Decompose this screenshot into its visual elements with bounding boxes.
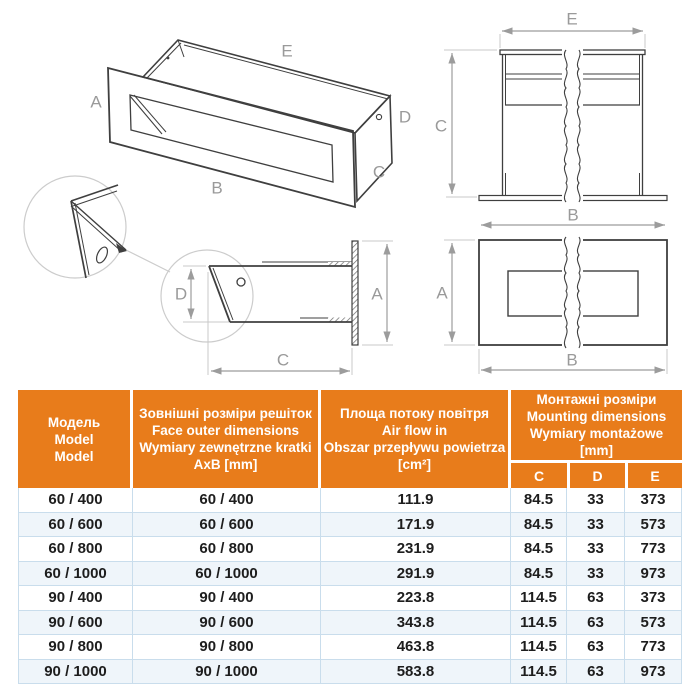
table-cell: 90 / 1000 bbox=[133, 660, 321, 684]
header-line: Model bbox=[54, 431, 94, 447]
table-cell: 773 bbox=[640, 638, 666, 656]
dim-label-isometric-C: C bbox=[372, 162, 386, 182]
dim-label-isometric-B: B bbox=[211, 178, 223, 198]
table-cell: 60 / 400 bbox=[133, 488, 321, 512]
table-row bbox=[19, 611, 681, 636]
header-line: Mounting dimensions bbox=[526, 409, 667, 424]
dim-label-front-A: A bbox=[436, 283, 448, 303]
table-cell: 90 / 600 bbox=[133, 611, 321, 635]
table-cell: 63 bbox=[567, 611, 625, 635]
front-view bbox=[444, 236, 667, 374]
table-cell: 373 bbox=[640, 589, 666, 607]
col-header-model bbox=[18, 390, 133, 488]
table-row bbox=[19, 660, 681, 685]
table-cell: 90 / 1000 bbox=[19, 660, 133, 684]
col-header-airflow bbox=[321, 390, 511, 488]
subcol-header-c: C bbox=[511, 463, 567, 488]
spec-table bbox=[18, 390, 682, 684]
table-cell: 63 bbox=[567, 586, 625, 610]
header-line: [cm²] bbox=[398, 457, 431, 472]
table-cell: 90 / 400 bbox=[19, 586, 133, 610]
header-line: Модель bbox=[47, 414, 101, 430]
isometric-view bbox=[108, 40, 392, 207]
header-line: Face outer dimensions bbox=[151, 423, 300, 438]
table-cell: 60 / 800 bbox=[133, 537, 321, 561]
table-cell: 291.9 bbox=[321, 562, 511, 586]
table-cell: 343.8 bbox=[321, 611, 511, 635]
table-header bbox=[18, 390, 682, 488]
table-cell: 973 bbox=[640, 662, 666, 680]
subcol-header-e: E bbox=[625, 463, 682, 488]
table-cell: 84.5 bbox=[511, 537, 567, 561]
table-cell: 90 / 400 bbox=[133, 586, 321, 610]
table-cell: 114.5 bbox=[511, 660, 567, 684]
table-row bbox=[19, 586, 681, 611]
table-row bbox=[19, 488, 681, 513]
header-line: Зовнішні розміри решіток bbox=[139, 406, 312, 421]
table-cell: 583.8 bbox=[321, 660, 511, 684]
table-cell: 463.8 bbox=[321, 635, 511, 659]
table-cell: 60 / 1000 bbox=[19, 562, 133, 586]
subcol-header-d: D bbox=[567, 463, 625, 488]
col-header-mounting-group bbox=[511, 390, 682, 488]
header-line: Площа потоку повітря bbox=[340, 406, 489, 421]
table-cell: 114.5 bbox=[511, 611, 567, 635]
col-header-outer-dimensions bbox=[133, 390, 321, 488]
header-line: AxB [mm] bbox=[193, 457, 258, 472]
table-row bbox=[19, 635, 681, 660]
table-cell: 63 bbox=[567, 635, 625, 659]
detail-callout bbox=[24, 176, 170, 278]
dim-label-front-B: B bbox=[566, 350, 578, 370]
dim-label-side-D: D bbox=[174, 284, 188, 304]
table-cell: 60 / 600 bbox=[133, 513, 321, 537]
table-cell: 373 bbox=[640, 491, 666, 509]
dim-label-top-E: E bbox=[566, 9, 578, 29]
header-line: Монтажні розміри bbox=[536, 392, 657, 407]
header-line: Obszar przepływu powietrza bbox=[323, 440, 506, 455]
table-cell: 84.5 bbox=[511, 513, 567, 537]
table-cell: 223.8 bbox=[321, 586, 511, 610]
table-cell: 63 bbox=[567, 660, 625, 684]
dim-label-top-B: B bbox=[567, 205, 579, 225]
mounting-subheader-row bbox=[511, 463, 682, 488]
table-cell: 573 bbox=[640, 613, 666, 631]
table-cell: 33 bbox=[567, 488, 625, 512]
dim-label-top-C: C bbox=[434, 116, 448, 136]
dim-label-side-A: A bbox=[371, 284, 383, 304]
table-cell: 114.5 bbox=[511, 586, 567, 610]
header-line: Wymiary montażowe bbox=[529, 426, 664, 441]
table-cell: 773 bbox=[640, 540, 666, 558]
dim-label-isometric-E: E bbox=[281, 41, 293, 61]
table-cell: 84.5 bbox=[511, 488, 567, 512]
table-cell: 90 / 800 bbox=[19, 635, 133, 659]
table-row bbox=[19, 562, 681, 587]
header-line: Wymiary zewnętrzne kratki bbox=[139, 440, 312, 455]
table-cell: 60 / 800 bbox=[19, 537, 133, 561]
table-cell: 33 bbox=[567, 513, 625, 537]
table-cell: 60 / 1000 bbox=[133, 562, 321, 586]
dim-label-isometric-D: D bbox=[398, 107, 412, 127]
header-line: Air flow in bbox=[381, 423, 448, 438]
table-cell: 114.5 bbox=[511, 635, 567, 659]
dim-label-side-C: C bbox=[276, 350, 290, 370]
header-line: Model bbox=[54, 448, 94, 464]
table-cell: 84.5 bbox=[511, 562, 567, 586]
table-row bbox=[19, 513, 681, 538]
table-cell: 231.9 bbox=[321, 537, 511, 561]
table-cell: 973 bbox=[640, 564, 666, 582]
table-cell: 90 / 800 bbox=[133, 635, 321, 659]
table-cell: 171.9 bbox=[321, 513, 511, 537]
table-cell: 33 bbox=[567, 562, 625, 586]
table-cell: 90 / 600 bbox=[19, 611, 133, 635]
table-cell: 60 / 600 bbox=[19, 513, 133, 537]
top-view bbox=[444, 31, 667, 225]
dim-label-isometric-A: A bbox=[90, 92, 102, 112]
col-header-mounting bbox=[511, 390, 682, 463]
table-cell: 111.9 bbox=[321, 488, 511, 512]
header-line: [mm] bbox=[580, 443, 613, 458]
table-body bbox=[18, 488, 682, 684]
table-cell: 573 bbox=[640, 515, 666, 533]
table-cell: 60 / 400 bbox=[19, 488, 133, 512]
table-cell: 33 bbox=[567, 537, 625, 561]
table-row bbox=[19, 537, 681, 562]
